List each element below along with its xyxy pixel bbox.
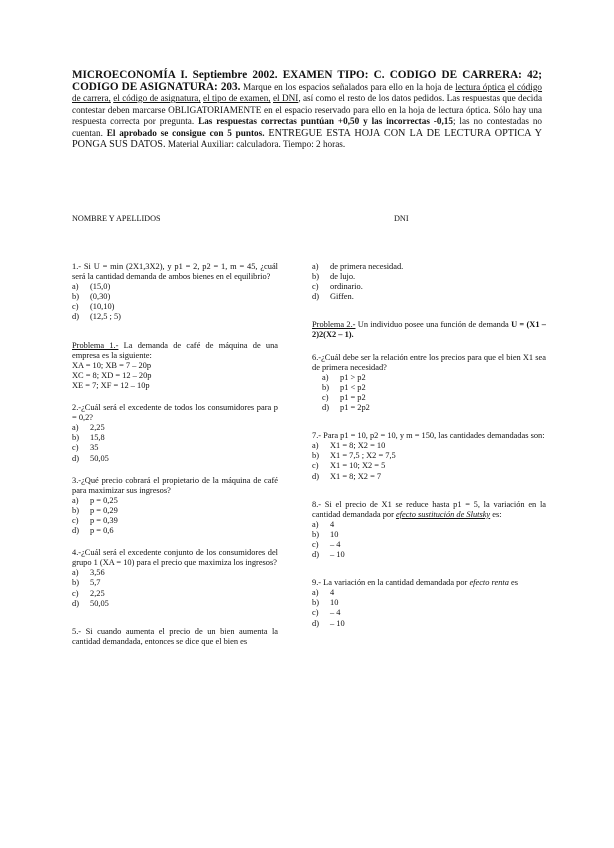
question-9: 9.- La variación en la cantidad demandada por efecto renta es: [312, 578, 518, 588]
option: c) (10,10): [72, 302, 115, 312]
option: b) (0,30): [72, 292, 111, 302]
option: b) 10: [312, 598, 339, 608]
question-4-options: [72, 568, 278, 608]
problem-2: Problema 2.- Un individuo posee una función de demanda U = (X1 – 2)2(X2 – 1).: [312, 320, 546, 340]
option: a) X1 = 8; X2 = 10: [312, 441, 386, 451]
option: a) 2,25: [72, 423, 105, 433]
question-3-options: [72, 496, 278, 536]
option: d) (12,5 ; 5): [72, 312, 121, 322]
option: d) p = 0,6: [72, 526, 114, 536]
option: b) 10: [312, 529, 339, 539]
question-8: 8.- Si el precio de X1 se reduce hasta p1 = 5, la variación en la cantidad demandada por efecto sustitución de Slutsky es:: [312, 499, 546, 519]
option: c) 35: [72, 443, 99, 453]
option: a) 4: [312, 519, 335, 529]
option: a) de primera necesidad.: [312, 262, 404, 271]
option: b) p1 < p2: [322, 382, 366, 392]
option: b) de lujo.: [312, 272, 356, 282]
problem-1-line: XC = 8; XD = 12 – 20p: [72, 370, 152, 380]
question-4: 4.-¿Cuál será el excedente conjunto de los consumidores del grupo 1 (XA = 10) para el precio que maximiza los ingresos?: [72, 548, 278, 568]
option: c) – 4: [312, 608, 341, 618]
exam-header: MICROECONOMÍA I. Septiembre 2002. EXAMEN TIPO: C. CODIGO DE CARRERA: 42; CODIGO DE ASIGNATURA: 203. Marque en los espacios señalados para ello en la hoja de lectura óptica el código de carrera, el código de asignatura, el tipo de examen, el DNI, así como el resto de los datos pedidos. Las respuestas que decida contestar deben marcarse OBLIGATORIAMENTE en el espacio reservado para ello en la hoja de lectura óptica. Sólo hay una respuesta correcta por pregunta. Las respuestas correctas puntúan +0,50 y las incorrectas -0,15; las no contestadas no cuentan. El aprobado se consigue con 5 puntos. ENTREGUE ESTA HOJA CON LA DE LECTURA OPTICA Y PONGA SUS DATOS. Material Auxiliar: calculadora. Tiempo: 2 horas.: [72, 69, 543, 150]
question-7: 7.- Para p1 = 10, p2 = 10, y m = 150, las cantidades demandadas son:: [312, 431, 545, 441]
option: d) X1 = 8; X2 = 7: [312, 471, 382, 481]
question-9-options: [312, 588, 546, 628]
option: d) Giffen.: [312, 292, 354, 302]
option: a) (15,0): [72, 282, 111, 292]
option: c) p = 0,39: [72, 515, 118, 525]
problem-1-line: XA = 10; XB = 7 – 20p: [72, 360, 152, 370]
option: b) p = 0,29: [72, 505, 118, 515]
option: b) 5,7: [72, 578, 101, 588]
option: a) p1 > p2: [322, 372, 366, 382]
problem-1-line: XE = 7; XF = 12 – 10p: [72, 380, 150, 390]
exam-title: MICROECONOMÍA I. Septiembre 2002. EXAMEN TIPO: C. CODIGO DE CARRERA: 42; CODIGO DE ASIGNATURA: 203.: [72, 69, 542, 93]
option: d) 50,05: [72, 453, 109, 463]
option: d) – 10: [312, 618, 345, 628]
option: a) 3,56: [72, 568, 105, 578]
question-6: 6.-¿Cuál debe ser la relación entre los precios para que el bien X1 sea de primera necesidad?: [312, 352, 546, 372]
question-6-options: [312, 373, 546, 413]
option: b) 15,8: [72, 433, 105, 443]
option: c) ordinario.: [312, 282, 363, 292]
question-1: 1.- Si U = min (2X1,3X2), y p1 = 2, p2 = 1, m = 45, ¿cuál será la cantidad demanda de ambos bienes en el equilibrio?: [72, 262, 278, 282]
option: c) 2,25: [72, 588, 105, 598]
name-label: NOMBRE Y APELLIDOS: [72, 214, 161, 223]
question-7-options: [312, 441, 546, 481]
dni-label: DNI: [394, 214, 409, 223]
option: c) p1 = p2: [322, 392, 366, 402]
option: c) X1 = 10; X2 = 5: [312, 461, 386, 471]
option: b) X1 = 7,5 ; X2 = 7,5: [312, 451, 396, 461]
student-data-row: [72, 214, 542, 223]
option: a) 4: [312, 588, 335, 598]
question-2-options: [72, 423, 278, 463]
question-3: 3.-¿Qué precio cobrará el propietario de la máquina de café para maximizar sus ingresos?: [72, 475, 278, 495]
right-column: [312, 262, 546, 629]
question-1-options: [72, 282, 278, 322]
option: d) – 10: [312, 550, 345, 560]
question-2: 2.-¿Cuál será el excedente de todos los consumidores para p = 0,2?: [72, 403, 278, 423]
option: d) p1 = 2p2: [322, 403, 370, 413]
option: a) p = 0,25: [72, 495, 118, 505]
question-5-options: [312, 262, 546, 302]
question-5: 5.- Si cuando aumenta el precio de un bien aumenta la cantidad demandada, entonces se dice que el bien es: [72, 626, 278, 646]
left-column: [72, 262, 278, 647]
question-8-options: [312, 520, 546, 560]
option: d) 50,05: [72, 598, 109, 608]
problem-1: Problema 1.- La demanda de café de máquina de una empresa es la siguiente:: [72, 340, 279, 360]
option: c) – 4: [312, 539, 341, 549]
